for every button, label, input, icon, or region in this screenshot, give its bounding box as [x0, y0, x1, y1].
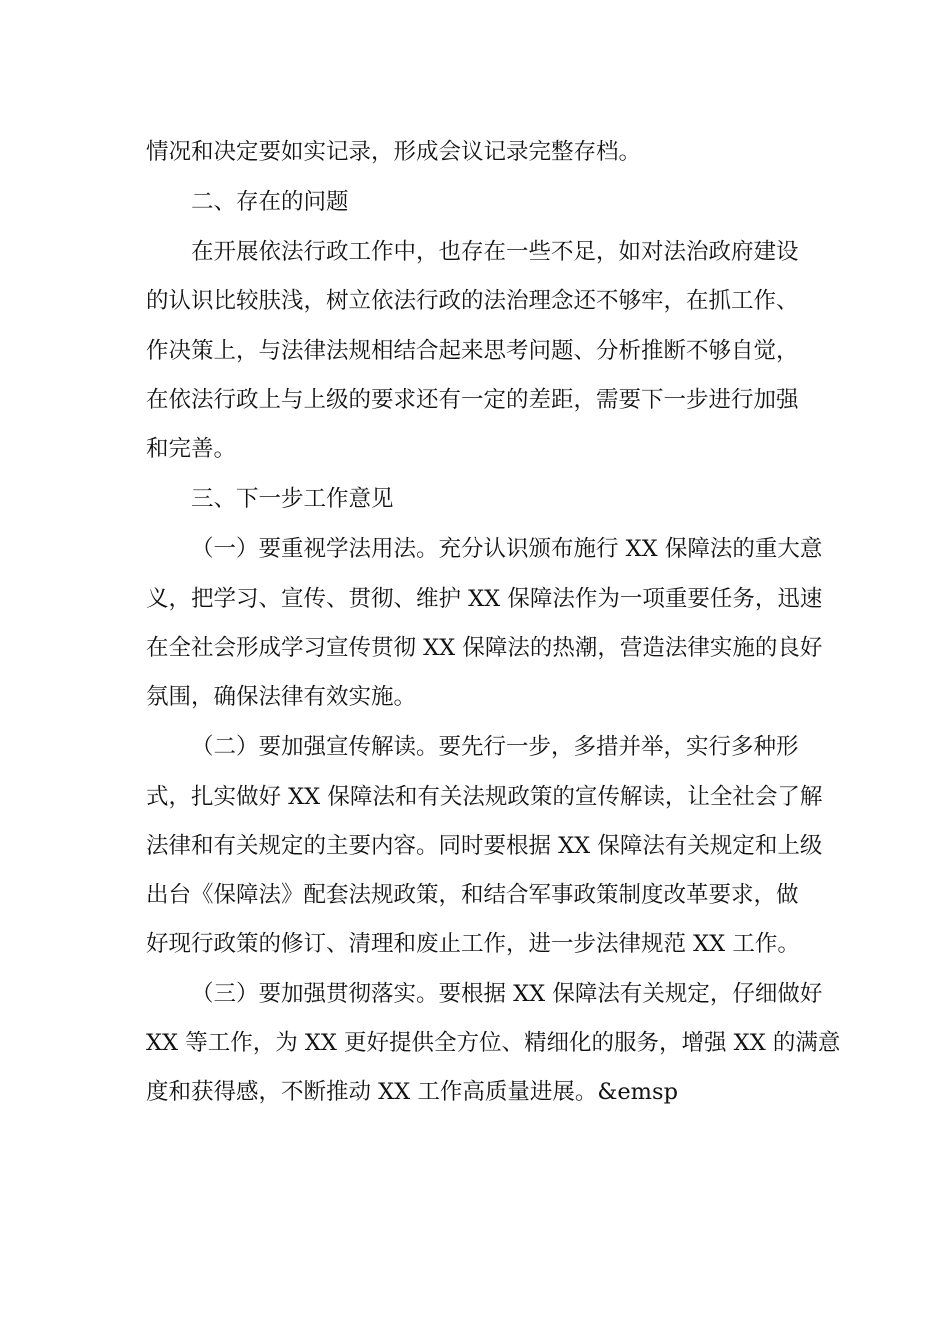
paragraph-line: 在全社会形成学习宣传贯彻 XX 保障法的热潮，营造法律实施的良好	[146, 635, 823, 661]
paragraph-line: 在依法行政上与上级的要求还有一定的差距，需要下一步进行加强	[146, 387, 799, 413]
paragraph-line: （一）要重视学法用法。充分认识颁布施行 XX 保障法的重大意	[191, 536, 823, 562]
paragraph-line: 作决策上，与法律法规相结合起来思考问题、分析推断不够自觉，	[146, 338, 799, 364]
paragraph-line: 氛围，确保法律有效实施。	[146, 684, 417, 710]
paragraph-line: 的认识比较肤浅，树立依法行政的法治理念还不够牢，在抓工作、	[146, 288, 799, 314]
paragraph-line: 出台《保障法》配套法规政策，和结合军事政策制度改革要求，做	[146, 882, 799, 908]
paragraph-line: 在开展依法行政工作中，也存在一些不足，如对法治政府建设	[191, 239, 799, 265]
paragraph-line: 度和获得感，不断推动 XX 工作高质量进展。&emsp	[146, 1079, 678, 1105]
paragraph-line: 好现行政策的修订、清理和废止工作，进一步法律规范 XX 工作。	[146, 931, 800, 957]
paragraph-line: （二）要加强宣传解读。要先行一步，多措并举，实行多种形	[191, 734, 799, 760]
paragraph-line: 和完善。	[146, 436, 237, 462]
section-heading-problems: 二、存在的问题	[191, 189, 349, 215]
paragraph-line: 义，把学习、宣传、贯彻、维护 XX 保障法作为一项重要任务，迅速	[146, 586, 823, 612]
section-heading-next-steps: 三、下一步工作意见	[191, 486, 394, 512]
paragraph-line: XX 等工作，为 XX 更好提供全方位、精细化的服务，增强 XX 的满意	[146, 1030, 841, 1056]
paragraph-line: 式，扎实做好 XX 保障法和有关法规政策的宣传解读，让全社会了解	[146, 784, 823, 810]
paragraph-line: （三）要加强贯彻落实。要根据 XX 保障法有关规定，仔细做好	[191, 981, 823, 1007]
paragraph-line: 情况和决定要如实记录，形成会议记录完整存档。	[146, 139, 642, 165]
paragraph-line: 法律和有关规定的主要内容。同时要根据 XX 保障法有关规定和上级	[146, 833, 823, 859]
